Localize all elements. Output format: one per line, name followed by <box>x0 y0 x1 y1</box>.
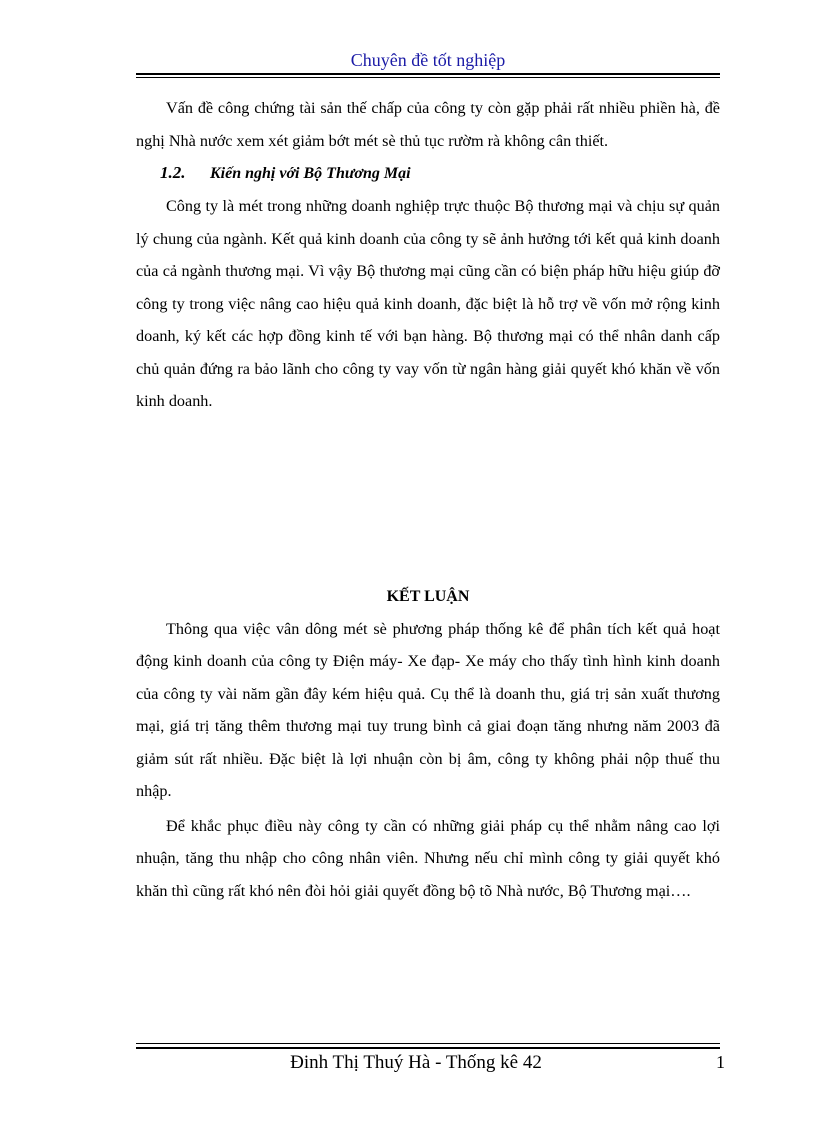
page-number: 1 <box>716 1052 725 1072</box>
section-number: 1.2. <box>160 163 186 182</box>
footer-author: Đinh Thị Thuý Hà - Thống kê 42 <box>290 1052 542 1073</box>
footer-rule-bottom <box>136 1047 720 1049</box>
blank-space <box>136 418 720 581</box>
header-rule-bottom <box>136 77 720 78</box>
section-heading <box>136 157 720 190</box>
paragraph-notary-issue: Vấn đề công chứng tài sản thế chấp của công ty còn gặp phải rất nhiều phiền hà, đề nghị Nhà nước xem xét giảm bớt mét sè thủ tục rườm rà không cân thiết. <box>136 99 720 150</box>
paragraph-ministry-recommendation: Công ty là mét trong những doanh nghiệp trực thuộc Bộ thương mại và chịu sự quản lý chung của ngành. Kết quả kinh doanh của công ty sẽ ảnh hưởng tới kết quả kinh doanh của cả ngành thương mại. Vì vậy Bộ thương mại cũng cần có biện pháp hữu hiệu giúp đỡ công ty trong việc nâng cao hiệu quả kinh doanh, đặc biệt là hỗ trợ về vốn mở rộng kinh doanh, ký kết các hợp đồng kinh tế với bạn hàng. Bộ thương mại có thể nhân danh cấp chủ quản đứng ra bảo lãnh cho công ty vay vốn từ ngân hàng giải quyết khó khăn về vốn kinh doanh. <box>136 197 720 410</box>
footer-rule-top <box>136 1043 720 1044</box>
document-body <box>136 92 720 907</box>
paragraph-conclusion-solution: Để khắc phục điều này công ty cần có những giải pháp cụ thể nhằm nâng cao lợi nhuận, tăng thu nhập cho công nhân viên. Nhưng nếu chỉ mình công ty giải quyết khó khăn thì cũng rất khó nên đòi hỏi giải quyết đồng bộ tõ Nhà nước, Bộ Thương mại…. <box>136 816 720 900</box>
header-rule-top <box>136 73 720 75</box>
header-title: Chuyên đề tốt nghiệp <box>350 50 506 70</box>
section-title: Kiến nghị với Bộ Thương Mại <box>210 165 411 182</box>
conclusion-title: KẾT LUẬN <box>386 587 470 605</box>
paragraph-conclusion-analysis: Thông qua việc vân dông mét sè phương pháp thống kê để phân tích kết quả hoạt động kinh doanh của công ty Điện máy- Xe đạp- Xe máy cho thấy tình hình kinh doanh của công ty vài năm gần đây kém hiệu quả. Cụ thể là doanh thu, giá trị sản xuất thương mại, giá trị tăng thêm thương mại tuy trung bình cả giai đoạn tăng nhưng năm 2003 đã giảm sút rất nhiều. Đặc biệt là lợi nhuận còn bị âm, công ty không phải nộp thuế thu nhập. <box>136 619 720 800</box>
